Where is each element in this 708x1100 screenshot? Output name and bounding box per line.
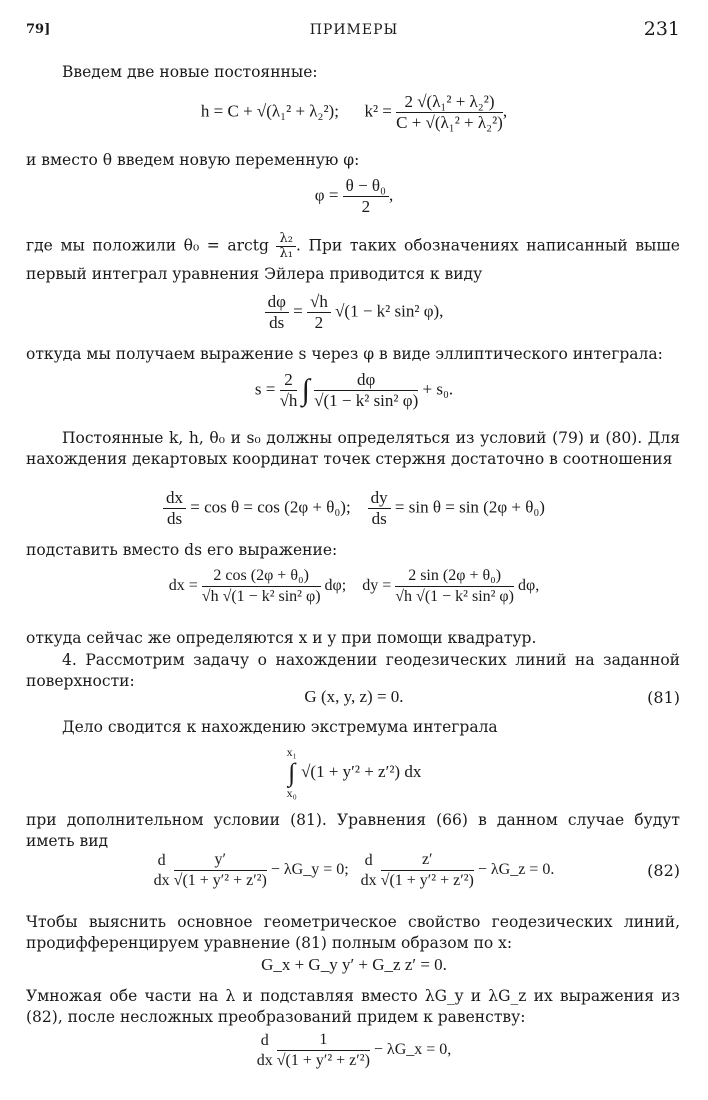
derivative-dx-final: dx <box>256 1051 273 1069</box>
formula-z-prime-numerator: z′ <box>381 850 474 871</box>
formula-k-lhs: k² = <box>364 101 392 121</box>
formula-z-prime-fraction <box>381 850 474 891</box>
formula-phi-lhs: φ = <box>314 185 339 205</box>
formula-k-tail: , <box>502 101 508 121</box>
formula-s-coefficient <box>280 370 298 411</box>
formula-ds-denominator-a: ds <box>166 509 183 528</box>
formula-dx-numerator: dx <box>163 488 186 509</box>
integral-lower-limit: x₀ <box>286 786 297 800</box>
paragraph-theta0 <box>26 232 680 287</box>
paragraph-extremum: Дело сводится к нахождению экстремума интеграла <box>62 718 498 736</box>
lambda-ratio-numerator: λ₂ <box>276 232 295 247</box>
formula-h: h = C + √(λ₁² + λ₂²); <box>200 101 339 121</box>
formula-sin-rhs: = sin θ = sin (2φ + θ₀) <box>394 497 545 517</box>
formula-dy-lhs: dy = <box>362 577 392 595</box>
derivative-d-final: d <box>260 1031 269 1049</box>
formula-dx-frac-denominator: √h √(1 − k² sin² φ) <box>201 588 321 605</box>
formula-dphi-ds-fraction <box>265 292 289 333</box>
formula-phi-denominator: 2 <box>361 197 371 216</box>
formula-dx-fraction <box>202 566 321 607</box>
paragraph-theta0-end: . При таких обозначениях написанный выше первый интеграл уравнения Эйлера приводится к виду <box>26 236 680 283</box>
formula-d-dx-final <box>257 1031 273 1071</box>
running-title: ПРИМЕРЫ <box>309 22 399 38</box>
formula-euler-a-tail: − λG_y = 0; <box>270 861 349 879</box>
lambda-ratio-denominator: λ₁ <box>279 246 293 261</box>
equation-number-82: (82) <box>647 861 680 880</box>
formula-d-dx-a <box>154 851 170 891</box>
paragraph-additional-condition: при дополнительном условии (81). Уравнения (66) в данном случае будут иметь вид <box>26 811 680 850</box>
paragraph-multiply: Умножая обе части на λ и подставляя вместо λG_y и λG_z их выражения из (82), после несложных преобразований придем к равенству: <box>26 987 680 1026</box>
integral-sign: ∫ <box>301 373 310 407</box>
formula-cos-rhs: = cos θ = cos (2φ + θ₀); <box>190 497 351 517</box>
formula-dx-dy <box>0 566 708 607</box>
formula-k-numerator: 2 √(λ₁² + λ₂²) <box>396 92 503 113</box>
formula-y-prime-numerator: y′ <box>174 850 267 871</box>
formula-s-lhs: s = <box>254 379 276 399</box>
integral-sign-limits: ∫ <box>288 758 296 787</box>
formula-euler-equations <box>0 850 708 891</box>
formula-dphi-ds <box>0 292 708 333</box>
formula-s-tail: + s₀. <box>422 379 454 399</box>
formula-euler-b-tail: − λG_z = 0. <box>477 861 555 879</box>
derivative-dx-a: dx <box>153 871 170 889</box>
formula-s-integral <box>0 370 708 411</box>
paragraph-geodesic-problem: 4. Рассмотрим задачу о нахождении геодезических линий на заданной поверхности: <box>26 651 680 690</box>
section-number: 79] <box>26 22 51 37</box>
formula-s-coef-denominator: √h <box>279 391 298 410</box>
formula-dy-fraction <box>395 566 514 607</box>
lambda-ratio-fraction <box>276 232 295 261</box>
formula-surface: G (x, y, z) = 0. <box>304 687 404 706</box>
formula-s-integrand-numerator: dφ <box>314 370 418 391</box>
formula-d-dx-b <box>361 851 377 891</box>
derivative-d-b: d <box>364 851 373 869</box>
formula-sqrt-h-over-2 <box>307 292 331 333</box>
formula-phi-fraction <box>343 176 389 217</box>
formula-dx-lhs: dx = <box>168 577 198 595</box>
formula-final-denominator: √(1 + y′² + z′²) <box>276 1052 370 1069</box>
formula-equals: = <box>293 301 303 321</box>
formula-final-fraction <box>277 1030 370 1071</box>
derivative-dx-b: dx <box>360 871 377 889</box>
derivative-d-a: d <box>157 851 166 869</box>
formula-ds-denominator-b: ds <box>371 509 387 528</box>
formula-dx-tail: dφ; <box>324 577 347 595</box>
paragraph-elliptic: откуда мы получаем выражение s через φ в виде эллиптического интеграла: <box>26 345 663 363</box>
formula-final <box>0 1030 708 1071</box>
formula-phi <box>0 176 708 217</box>
formula-z-prime-denominator: √(1 + y′² + z′²) <box>380 872 474 889</box>
paragraph-theta0-start: где мы положили θ₀ = arctg <box>26 236 269 255</box>
formula-total-differential: G_x + G_y y′ + G_z z′ = 0. <box>261 955 447 974</box>
formula-two-denominator: 2 <box>314 313 324 332</box>
formula-arc-integral <box>0 746 708 800</box>
formula-dx-ds-fraction <box>163 488 186 529</box>
formula-dy-frac-denominator: √h √(1 − k² sin² φ) <box>395 588 514 605</box>
page-number: 231 <box>643 18 680 40</box>
formula-y-prime-denominator: √(1 + y′² + z′²) <box>173 872 267 889</box>
formula-phi-tail: , <box>388 185 394 205</box>
formula-k-fraction <box>396 92 503 133</box>
equation-number-81: (81) <box>647 688 680 707</box>
formula-y-prime-fraction <box>174 850 267 891</box>
formula-dx-dy-ds <box>0 488 708 529</box>
formula-sqrt-h-numerator: √h <box>307 292 331 313</box>
formula-k-denominator: C + √(λ₁² + λ₂²) <box>396 113 503 132</box>
paragraph-quadratures: откуда сейчас же определяются x и y при помощи квадратур. <box>26 629 537 647</box>
formula-dphi-numerator: dφ <box>265 292 289 313</box>
paragraph-intro: Введем две новые постоянные: <box>62 63 318 81</box>
paragraph-geometric-property: Чтобы выяснить основное геометрическое свойство геодезических линий, продифференцируем уравнение (81) полным образом по x: <box>26 913 680 952</box>
paragraph-new-variable: и вместо θ введем новую переменную φ: <box>26 151 360 169</box>
formula-arc-body: √(1 + y′² + z′²) dx <box>301 761 422 781</box>
formula-s-integrand <box>314 370 418 411</box>
formula-dx-frac-numerator: 2 cos (2φ + θ₀) <box>202 566 321 587</box>
formula-dy-frac-numerator: 2 sin (2φ + θ₀) <box>395 566 514 587</box>
formula-phi-numerator: θ − θ₀ <box>343 176 389 197</box>
integral-upper-limit: x₁ <box>286 745 297 759</box>
formula-final-numerator: 1 <box>277 1030 370 1051</box>
formula-dy-numerator: dy <box>368 488 391 509</box>
integral-with-limits <box>287 746 297 800</box>
formula-final-tail: − λG_x = 0, <box>373 1041 452 1059</box>
formula-dy-tail: dφ, <box>518 577 540 595</box>
formula-ds-denominator: ds <box>269 313 285 332</box>
formula-s-coef-numerator: 2 <box>280 370 298 391</box>
formula-sqrt-tail: √(1 − k² sin² φ), <box>335 301 444 321</box>
formula-h-k <box>0 92 708 133</box>
paragraph-constants: Постоянные k, h, θ₀ и s₀ должны определяться из условий (79) и (80). Для нахождения декартовых координат точек стержня достаточно в соотношения <box>26 429 680 468</box>
paragraph-substitute: подставить вместо ds его выражение: <box>26 541 338 559</box>
formula-s-integrand-denominator: √(1 − k² sin² φ) <box>314 391 419 410</box>
formula-dy-ds-fraction <box>368 488 391 529</box>
